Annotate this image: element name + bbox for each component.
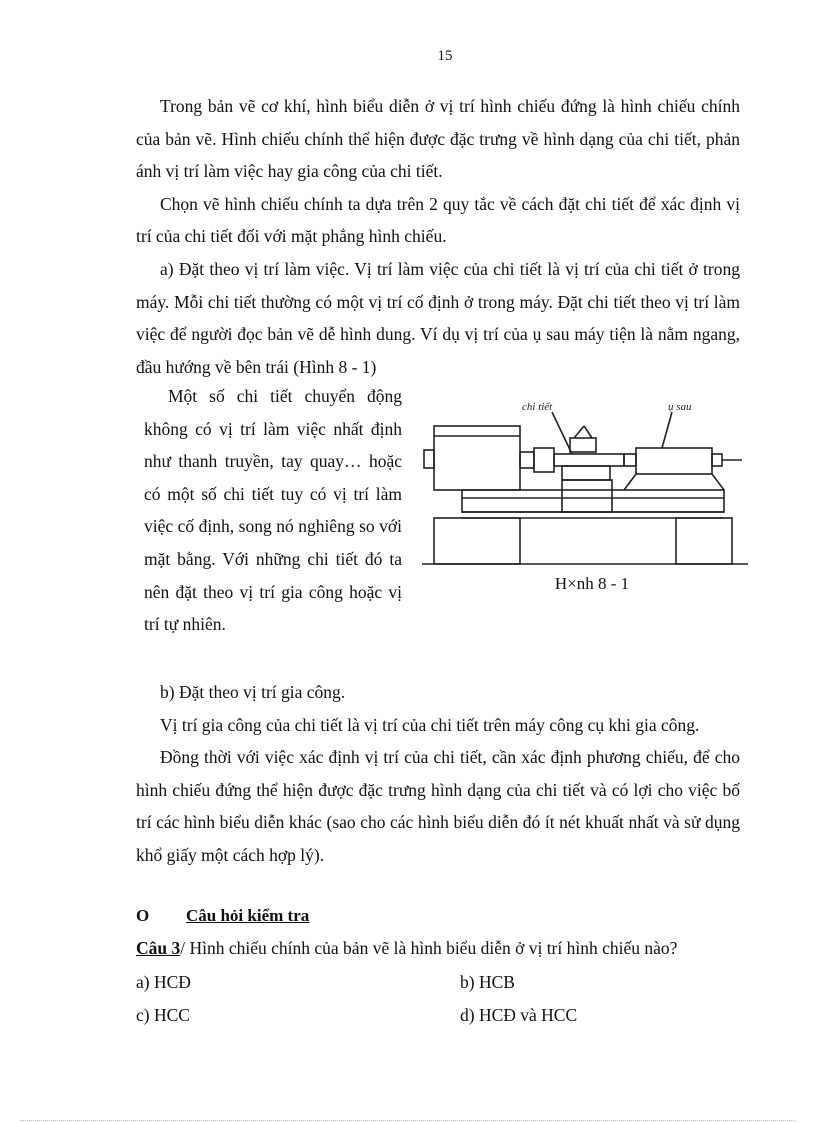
option-b: b) HCB [460,972,515,992]
tailstock-shape [636,448,712,474]
paragraph-projection-direction: Đồng thời với việc xác định vị trí của chi tiết, cần xác định phương chiếu, để cho hình chiếu đứng thể hiện được đặc trưng hình dạng của chi tiết và có lợi cho việc bố trí các hình biểu diễn khác (sao cho các hình biểu diễn đó ít nét khuất nhất và sử dụng khổ giấy một cách hợp lý). [136,747,740,865]
question-number: Câu 3 [136,938,181,958]
lathe-drawing [422,398,748,570]
paragraph-working-position: a) Đặt theo vị trí làm việc. Vị trí làm việc của chi tiết là vị trí của chi tiết ở trong máy. Mỗi chi tiết thường có một vị trí cố định ở trong máy. Đặt chi tiết theo vị trí làm việc để người đọc bản vẽ dễ hình dung. Ví dụ vị trí của ụ sau máy tiện là nằm ngang, đầu hướng về bên trái (Hình 8 - 1) [136,258,740,377]
page-number: 15 [437,48,453,64]
intro-text [136,90,740,383]
option-a: a) HCĐ [136,972,191,992]
paragraph-rules: Chọn vẽ hình chiếu chính ta dựa trên 2 quy tắc về cách đặt chi tiết để xác định vị trí của chi tiết đối với mặt phẳng hình chiếu. [136,193,740,247]
paragraph-processing-heading: b) Đặt theo vị trí gia công. [160,682,346,702]
question-3 [136,938,756,959]
label-part: chi tiết [522,401,553,413]
review-title: Câu hỏi kiểm tra [186,906,310,925]
option-d: d) HCĐ và HCC [460,1005,578,1025]
workpiece-shape [554,454,624,466]
label-tailstock: ụ sau [668,401,692,413]
option-c: c) HCC [136,1005,190,1025]
figure-caption: H×nh 8 - 1 [554,574,630,593]
lathe-bed-shape [462,490,724,512]
review-heading [136,906,309,926]
paragraph-main-view: Trong bản vẽ cơ khí, hình biểu diễn ở vị trí hình chiếu đứng là hình chiếu chính của bản vẽ. Hình chiếu chính thể hiện được đặc trưng về hình dạng của chi tiết, phản ánh vị trí làm việc hay gia công của chi tiết. [136,96,740,182]
lathe-figure [422,398,748,570]
question-text: / Hình chiếu chính của bản vẽ là hình biểu diễn ở vị trí hình chiếu nào? [180,938,678,958]
processing-text [136,676,740,872]
paragraph-processing-position: Vị trí gia công của chi tiết là vị trí của chi tiết trên máy công cụ khi gia công. [160,714,700,735]
paragraph-moving-parts: Một số chi tiết chuyển động không có vị trí làm việc nhất định như thanh truyền, tay quay… hoặc có một số chi tiết tuy có vị trí làm việc cố định, song nó nghiêng so với mặt bằng. Với những chi tiết đó ta nên đặt theo vị trí gia công hoặc vị trí tự nhiên. [144,386,402,635]
page-bottom-rule [20,1120,796,1121]
review-mark: O [136,906,150,925]
